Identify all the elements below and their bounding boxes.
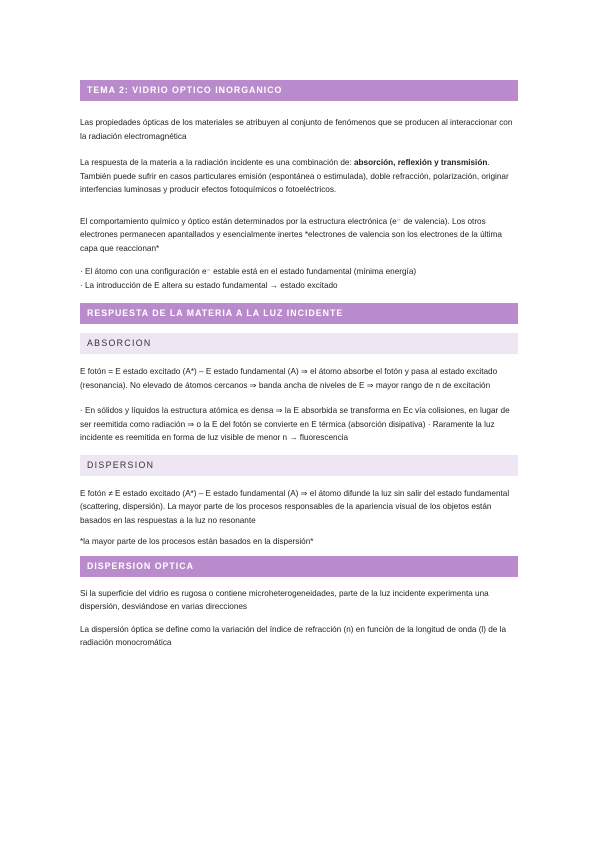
bold-separator: , [393, 158, 398, 167]
paragraph-dispersion-note: *la mayor parte de los procesos están basados en la dispersión* [80, 537, 314, 546]
bold-term-absorcion: absorción [354, 158, 394, 167]
paragraph-superficie-vidrio: Si la superficie del vidrio es rugosa o contiene microheterogeneidades, parte de la luz incidente experimenta una dispersión, desviándose en varias direcciones [80, 588, 489, 611]
paragraph-respuesta-materia [80, 156, 518, 197]
section-header-dispersion-optica: DISPERSION OPTICA [80, 556, 518, 577]
paragraph-absorcion: E fotón = E estado excitado (A*) – E estado fundamental (A) ⇒ el átomo absorbe el fotón y pasa al estado excitado (resonancia). No elevado de átomos cercanos ⇒ banda ancha de niveles de E ⇒ mayor rango de n de excitación [80, 367, 498, 390]
paragraph-solidos-liquidos: · En sólidos y líquidos la estructura atómica es densa ⇒ la E absorbida se transforma en Ec vía colisiones, en lugar de ser reemitida como radiación ⇒ o la E del fotón se convierte en E térmica (absorción disipativa) · Raramente la luz incidente es reemitida en forma de luz visible de menor n → fluorescencia [80, 406, 510, 442]
bullet-configuracion: · El átomo con una configuración e⁻ estable está en el estado fundamental (mínima energía) [80, 267, 417, 276]
section-header-respuesta: RESPUESTA DE LA MATERIA A LA LUZ INCIDENTE [80, 303, 518, 324]
paragraph-text: La respuesta de la materia a la radiación incidente es una combinación de: [80, 158, 354, 167]
paragraph-propiedades-opticas: Las propiedades ópticas de los materiales se atribuyen al conjunto de fenómenos que se producen al interaccionar con la radiación electromagnética [80, 118, 513, 141]
subsection-header-absorcion: ABSORCION [80, 333, 518, 354]
bullet-introduccion: · La introducción de E altera su estado fundamental → estado excitado [80, 280, 338, 290]
paragraph-text: . También puede sufrir en casos particulares emisión (espontánea o estimulada), doble refracción, polarización, originar interfencias luminosas y producir efectos fotoquímicos o fotoeléctricos. [80, 158, 509, 194]
section-header-tema2: TEMA 2: VIDRIO OPTICO INORGANICO [80, 80, 518, 101]
bold-term-reflexion-transmision: reflexión y transmisión [397, 158, 488, 167]
document-page [80, 80, 518, 650]
paragraph-dispersion-optica-definicion: La dispersión óptica se define como la variación del índice de refracción (n) en función de la longitud de onda (l) de la radiación monocromática [80, 624, 507, 647]
paragraph-comportamiento: El comportamiento químico y óptico están determinados por la estructura electrónica (e⁻ de valencia). Los otros electrones permanecen apantallados y esencialmente inertes *electrones de valencia son los electrones de la última capa que reaccionan* [80, 216, 502, 253]
subsection-header-dispersion: DISPERSION [80, 455, 518, 476]
paragraph-dispersion: E fotón ≠ E estado excitado (A*) – E estado fundamental (A) ⇒ el átomo difunde la luz sin salir del estado fundamental (scattering, dispersión). La mayor parte de los procesos responsables de la apariencia visual de los objetos están basados en las respuestas a la luz no resonante [80, 488, 510, 525]
